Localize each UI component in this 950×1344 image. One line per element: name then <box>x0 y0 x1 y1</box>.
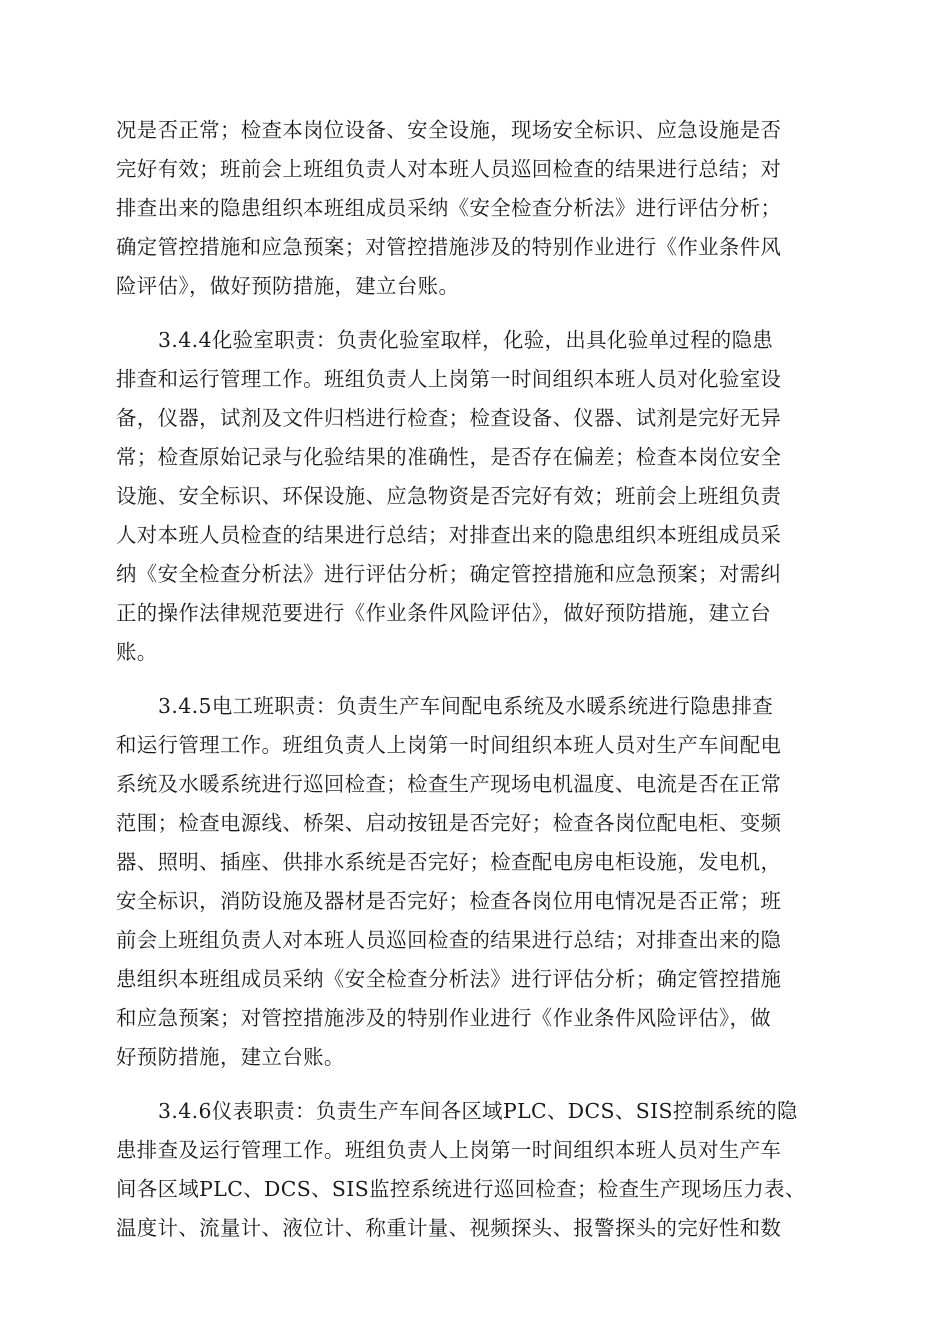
text-line: 3.4.6仪表职责：负责生产车间各区域PLC、DCS、SIS控制系统的隐 <box>158 1099 798 1123</box>
text-line: 排查出来的隐患组织本班组成员采纳《安全检查分析法》进行评估分析； <box>116 196 782 220</box>
text-line: 间各区域PLC、DCS、SIS监控系统进行巡回检查；检查生产现场压力表、 <box>116 1177 806 1201</box>
paragraph-spacer <box>116 306 836 321</box>
text-line: 3.4.4化验室职责：负责化验室取样，化验，出具化验单过程的隐患 <box>158 328 774 352</box>
text-line: 确定管控措施和应急预案；对管控措施涉及的特别作业进行《作业条件风 <box>116 235 782 259</box>
text-line: 正的操作法律规范要进行《作业条件风险评估》，做好预防措施，建立台 <box>116 601 772 625</box>
text-line: 患排查及运行管理工作。班组负责人上岗第一时间组织本班人员对生产车 <box>116 1138 782 1162</box>
text-line: 完好有效；班前会上班组负责人对本班人员巡回检查的结果进行总结；对 <box>116 157 782 181</box>
text-line: 安全标识，消防设施及器材是否完好；检查各岗位用电情况是否正常；班 <box>116 889 782 913</box>
text-line: 人对本班人员检查的结果进行总结；对排查出来的隐患组织本班组成员采 <box>116 523 782 547</box>
text-line: 况是否正常；检查本岗位设备、安全设施，现场安全标识、应急设施是否 <box>116 118 782 142</box>
text-line: 常；检查原始记录与化验结果的准确性，是否存在偏差；检查本岗位安全 <box>116 445 782 469</box>
text-line: 系统及水暖系统进行巡回检查；检查生产现场电机温度、电流是否在正常 <box>116 772 782 796</box>
text-line: 前会上班组负责人对本班人员巡回检查的结果进行总结；对排查出来的隐 <box>116 928 782 952</box>
text-line: 和应急预案；对管控措施涉及的特别作业进行《作业条件风险评估》，做 <box>116 1006 772 1030</box>
paragraph-lab-duties <box>116 321 836 672</box>
paragraph-spacer <box>116 672 836 687</box>
text-line: 和运行管理工作。班组负责人上岗第一时间组织本班人员对生产车间配电 <box>116 733 782 757</box>
paragraph-spacer <box>116 1077 836 1092</box>
text-line: 范围；检查电源线、桥架、启动按钮是否完好；检查各岗位配电柜、变频 <box>116 811 782 835</box>
text-line: 3.4.5电工班职责：负责生产车间配电系统及水暖系统进行隐患排查 <box>158 694 774 718</box>
text-line: 温度计、流量计、液位计、称重计量、视频探头、报警探头的完好性和数 <box>116 1216 782 1240</box>
text-line: 好预防措施，建立台账。 <box>116 1045 345 1069</box>
text-line: 患组织本班组成员采纳《安全检查分析法》进行评估分析；确定管控措施 <box>116 967 782 991</box>
text-line: 设施、安全标识、环保设施、应急物资是否完好有效；班前会上班组负责 <box>116 484 782 508</box>
text-line: 排查和运行管理工作。班组负责人上岗第一时间组织本班人员对化验室设 <box>116 367 782 391</box>
text-line: 器、照明、插座、供排水系统是否完好；检查配电房电柜设施，发电机， <box>116 850 782 874</box>
paragraph-electrician-duties <box>116 687 836 1077</box>
paragraph-continuation <box>116 111 836 306</box>
text-line: 备，仪器，试剂及文件归档进行检查；检查设备、仪器、试剂是完好无异 <box>116 406 782 430</box>
text-line: 账。 <box>116 640 158 664</box>
document-body <box>116 111 836 1248</box>
text-line: 纳《安全检查分析法》进行评估分析；确定管控措施和应急预案；对需纠 <box>116 562 782 586</box>
paragraph-instrument-duties <box>116 1092 836 1248</box>
text-line: 险评估》，做好预防措施，建立台账。 <box>116 274 460 298</box>
